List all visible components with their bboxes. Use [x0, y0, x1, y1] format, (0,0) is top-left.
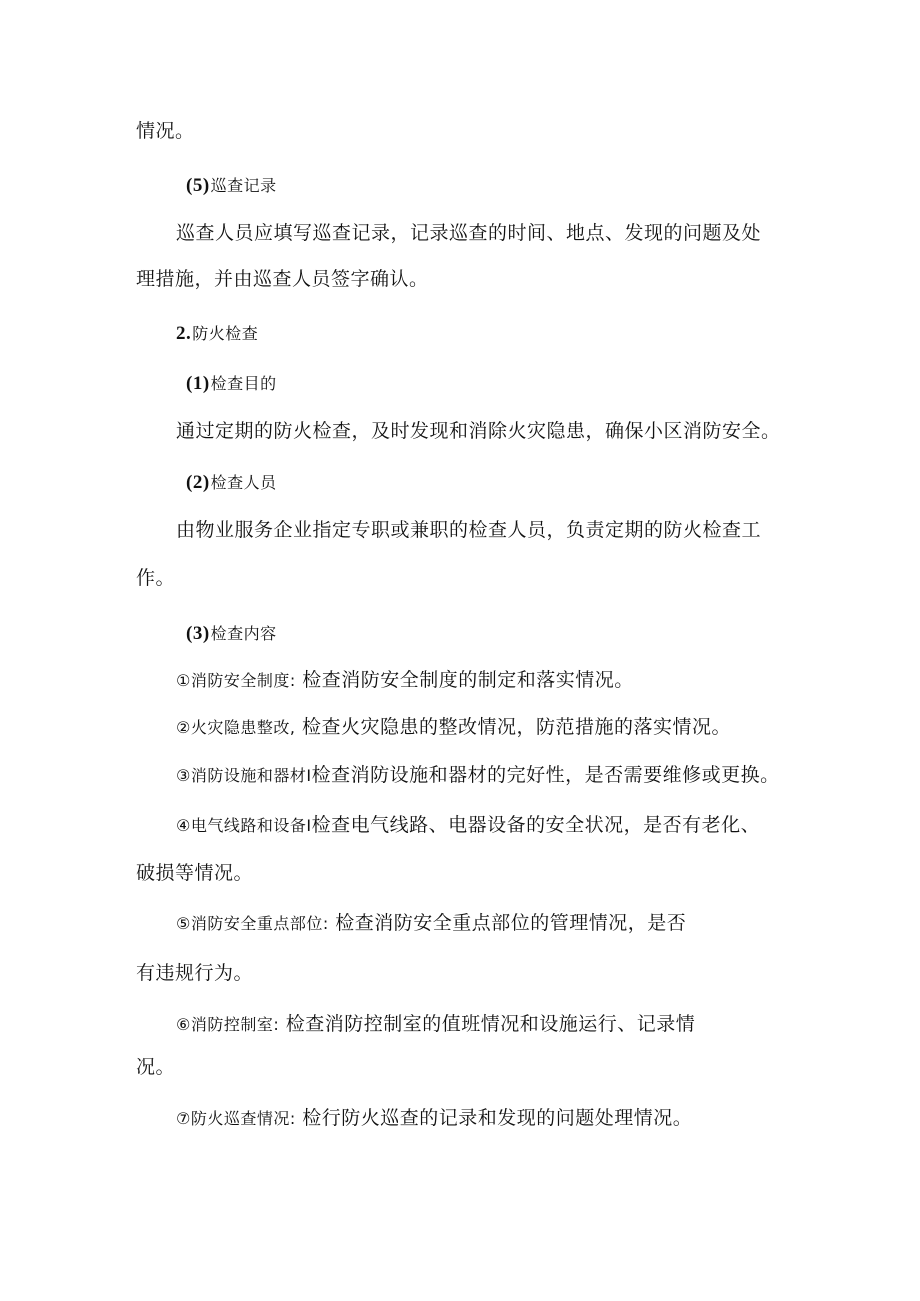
section-heading [176, 321, 258, 347]
line-text: 情况。 [136, 120, 195, 142]
item-text: 检查消防安全制度的制定和落实情况。 [302, 669, 634, 691]
item-label: ②火灾隐患整改, [176, 718, 296, 737]
item-label: ⑦防火巡查情况: [176, 1109, 296, 1128]
paragraph-line [176, 517, 761, 543]
list-item [176, 812, 760, 839]
section-heading [186, 173, 277, 199]
paragraph-line [176, 418, 781, 444]
item-text: 检行防火巡查的记录和发现的问题处理情况。 [302, 1107, 693, 1129]
list-item [176, 1105, 692, 1132]
heading-title: 检查内容 [210, 624, 277, 643]
heading-title: 巡查记录 [210, 176, 277, 195]
heading-number: (3) [186, 623, 210, 644]
item-label: ③消防设施和器材I [176, 766, 312, 785]
line-text: 通过定期的防火检查，及时发现和消除火灾隐患，确保小区消防安全。 [176, 420, 781, 442]
line-text: 破损等情况。 [136, 862, 254, 884]
heading-number: (1) [186, 373, 210, 394]
heading-number: 2. [176, 323, 192, 344]
paragraph-line [136, 266, 429, 292]
item-label: ①消防安全制度: [176, 671, 296, 690]
line-text: 况。 [136, 1056, 176, 1078]
paragraph-line [136, 960, 253, 986]
list-item [176, 1011, 695, 1038]
line-text: 理措施，并由巡查人员签字确认。 [136, 268, 429, 290]
paragraph-line [136, 1054, 175, 1080]
list-item [176, 910, 686, 937]
line-text: 有违规行为。 [136, 962, 254, 984]
list-item [176, 714, 731, 741]
item-label: ⑥消防控制室: [176, 1015, 280, 1034]
item-text: 检查消防安全重点部位的管理情况，是否 [335, 912, 687, 934]
heading-title: 防火检查 [192, 324, 259, 343]
heading-number: (5) [186, 175, 210, 196]
section-heading [186, 470, 277, 496]
list-item [176, 762, 780, 789]
list-item [176, 667, 634, 694]
section-heading [186, 371, 277, 397]
line-text: 巡查人员应填写巡查记录，记录巡查的时间、地点、发现的问题及处 [176, 222, 762, 244]
item-label: ④电气线路和设备I [176, 816, 312, 835]
paragraph-line [136, 118, 195, 144]
heading-title: 检查人员 [210, 473, 277, 492]
line-text: 作。 [136, 567, 176, 589]
section-heading [186, 621, 277, 647]
item-text: 检查消防控制室的值班情况和设施运行、记录情 [285, 1013, 696, 1035]
paragraph-line [136, 860, 253, 886]
paragraph-line [136, 565, 175, 591]
heading-number: (2) [186, 472, 210, 493]
item-text: 检查火灾隐患的整改情况，防范措施的落实情况。 [301, 716, 731, 738]
line-text: 由物业服务企业指定专职或兼职的检查人员，负责定期的防火检查工 [176, 519, 762, 541]
item-label: ⑤消防安全重点部位: [176, 914, 329, 933]
paragraph-line [176, 220, 761, 246]
item-text: 检查消防设施和器材的完好性，是否需要维修或更换。 [311, 764, 780, 786]
heading-title: 检查目的 [210, 374, 277, 393]
item-text: 检查电气线路、电器设备的安全状况，是否有老化、 [311, 814, 761, 836]
